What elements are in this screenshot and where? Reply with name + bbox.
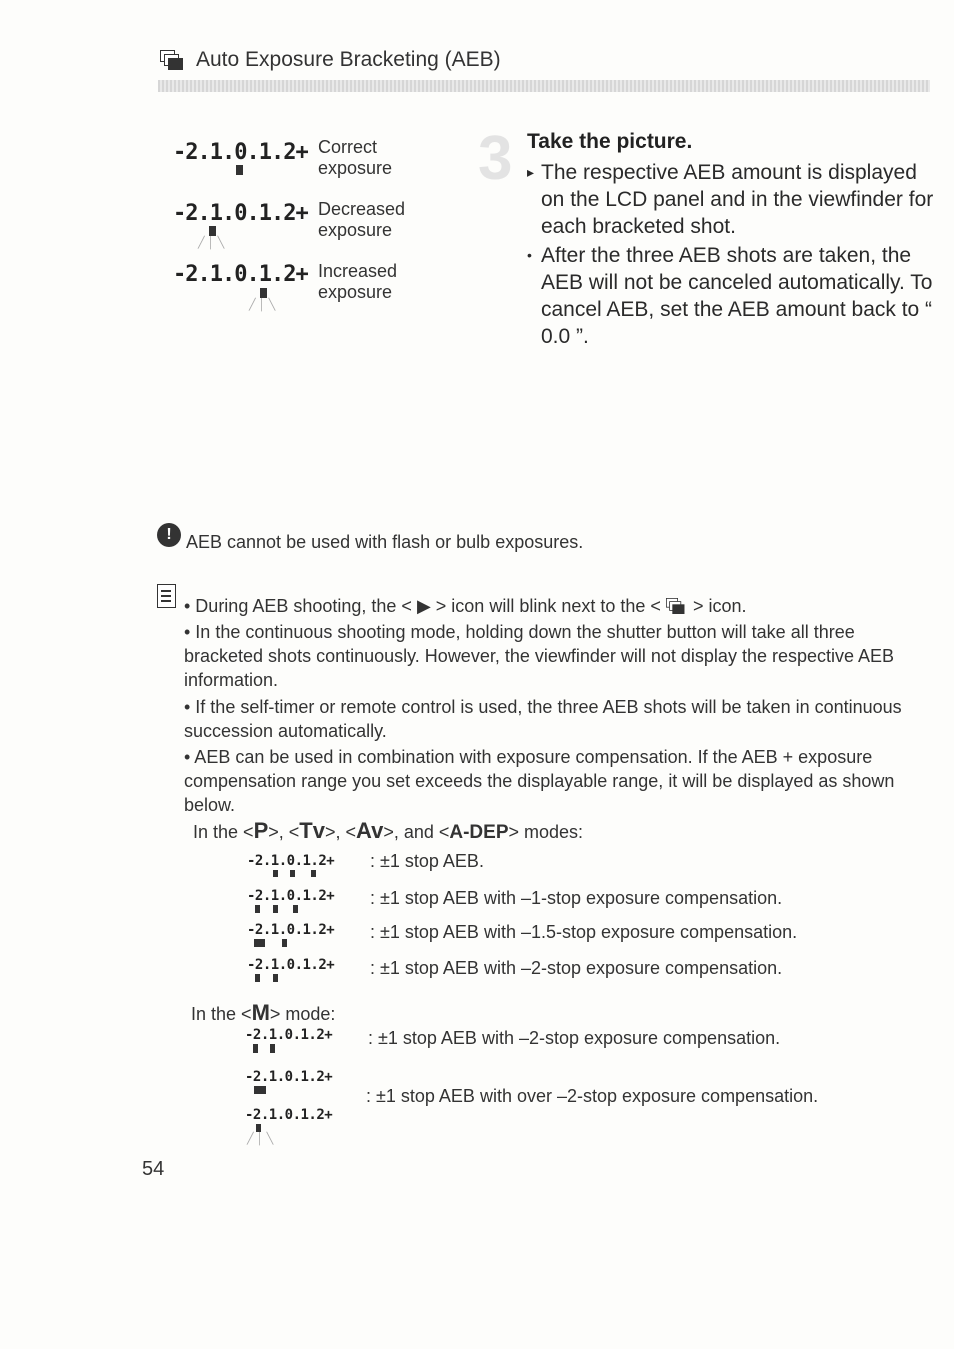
step-item: • After the three AEB shots are taken, the AEB will not be canceled automatically. To cancel AEB, set the AEB amount back to “ 0.0 ”. xyxy=(527,244,933,348)
mode-adep: A-DEP xyxy=(449,822,509,843)
exposure-marker xyxy=(254,1086,266,1094)
note-icon xyxy=(157,584,176,608)
step-item: ▸ The respective AEB amount is displayed on the LCD panel and in the viewfinder for each bracketed shot. xyxy=(527,161,934,238)
mode-row-desc: : ±1 stop AEB with –2-stop exposure compensation. xyxy=(368,1028,781,1048)
scale-small: -2.1.0.1.2+ xyxy=(247,922,335,938)
mode-row-desc: : ±1 stop AEB with –2-stop exposure compensation. xyxy=(370,958,783,978)
label-decreased: Decreased exposure xyxy=(318,199,406,240)
scale-increased: -2.1.0.1.2+ xyxy=(173,262,308,287)
mode-m: M xyxy=(251,1000,270,1025)
exposure-marker xyxy=(270,1044,275,1053)
note-item: • If the self-timer or remote control is used, the three AEB shots will be taken in continuous succession automatically. xyxy=(184,697,902,741)
exposure-marker xyxy=(282,939,287,947)
modes-line: In the <P>, <Tv>, <Av>, and <A-DEP> modes: xyxy=(193,818,584,843)
aeb-icon xyxy=(160,50,186,70)
scale-correct: -2.1.0.1.2+ xyxy=(173,140,308,165)
exposure-marker xyxy=(254,939,265,947)
step-number: 3 xyxy=(478,124,513,193)
blink-rays: ╱ │ ╲ xyxy=(249,299,276,311)
exposure-marker xyxy=(273,905,278,913)
exposure-marker xyxy=(236,165,243,175)
exposure-marker xyxy=(290,870,295,877)
mode-row-desc: : ±1 stop AEB with –1.5-stop exposure compensation. xyxy=(370,922,798,942)
page-number: 54 xyxy=(142,1158,165,1180)
step-title: Take the picture. xyxy=(527,130,693,153)
page-title: Auto Exposure Bracketing (AEB) xyxy=(196,48,501,71)
exposure-marker xyxy=(260,288,267,298)
label-increased: Increased exposure xyxy=(318,261,398,302)
scale-small: -2.1.0.1.2+ xyxy=(247,888,335,904)
exposure-marker xyxy=(253,1044,258,1053)
exposure-marker xyxy=(273,870,278,877)
page-header xyxy=(158,44,928,94)
mode-p: P xyxy=(253,818,269,843)
header-bar xyxy=(158,80,930,92)
scale-decreased: -2.1.0.1.2+ xyxy=(173,201,308,226)
mode-row-desc: : ±1 stop AEB with –1-stop exposure compensation. xyxy=(370,888,783,908)
scale-small: -2.1.0.1.2+ xyxy=(247,853,335,869)
blink-rays: ╱ │ ╲ xyxy=(247,1133,274,1145)
scale-small: -2.1.0.1.2+ xyxy=(245,1027,333,1043)
exposure-marker xyxy=(293,905,298,913)
caution-icon: ! xyxy=(157,523,181,547)
exposure-marker xyxy=(209,226,216,236)
scale-small: -2.1.0.1.2+ xyxy=(247,957,335,973)
mode-av: Av xyxy=(356,818,384,843)
exposure-marker xyxy=(273,974,278,982)
scale-small: -2.1.0.1.2+ xyxy=(245,1107,333,1123)
exposure-marker xyxy=(255,905,260,913)
mode-row-desc: : ±1 stop AEB with over –2-stop exposure compensation. xyxy=(366,1086,819,1106)
exposure-marker xyxy=(256,1124,261,1132)
mode-row-desc: : ±1 stop AEB. xyxy=(370,851,484,871)
note-item: • In the continuous shooting mode, holding down the shutter button will take all three bracketed shots continuously. However, the viewfinder will not display the respective AEB information. xyxy=(184,622,895,690)
scale-small: -2.1.0.1.2+ xyxy=(245,1069,333,1085)
m-mode-line: In the <M> mode: xyxy=(191,1000,336,1025)
exposure-marker xyxy=(311,870,316,877)
note-item: • During AEB shooting, the < ▶ > icon will blink next to the < > icon. xyxy=(184,596,747,616)
aeb-icon xyxy=(666,598,684,611)
caution-text: AEB cannot be used with flash or bulb exposures. xyxy=(186,532,584,552)
blink-rays: ╱ │ ╲ xyxy=(198,237,225,249)
mode-tv: Tv xyxy=(299,818,325,843)
label-correct: Correct exposure xyxy=(318,137,393,178)
note-item: • AEB can be used in combination with exposure compensation. If the AEB + exposure compensation range you set exceeds the displayable range, it will be displayed as shown below. xyxy=(184,747,895,815)
exposure-marker xyxy=(255,974,260,982)
